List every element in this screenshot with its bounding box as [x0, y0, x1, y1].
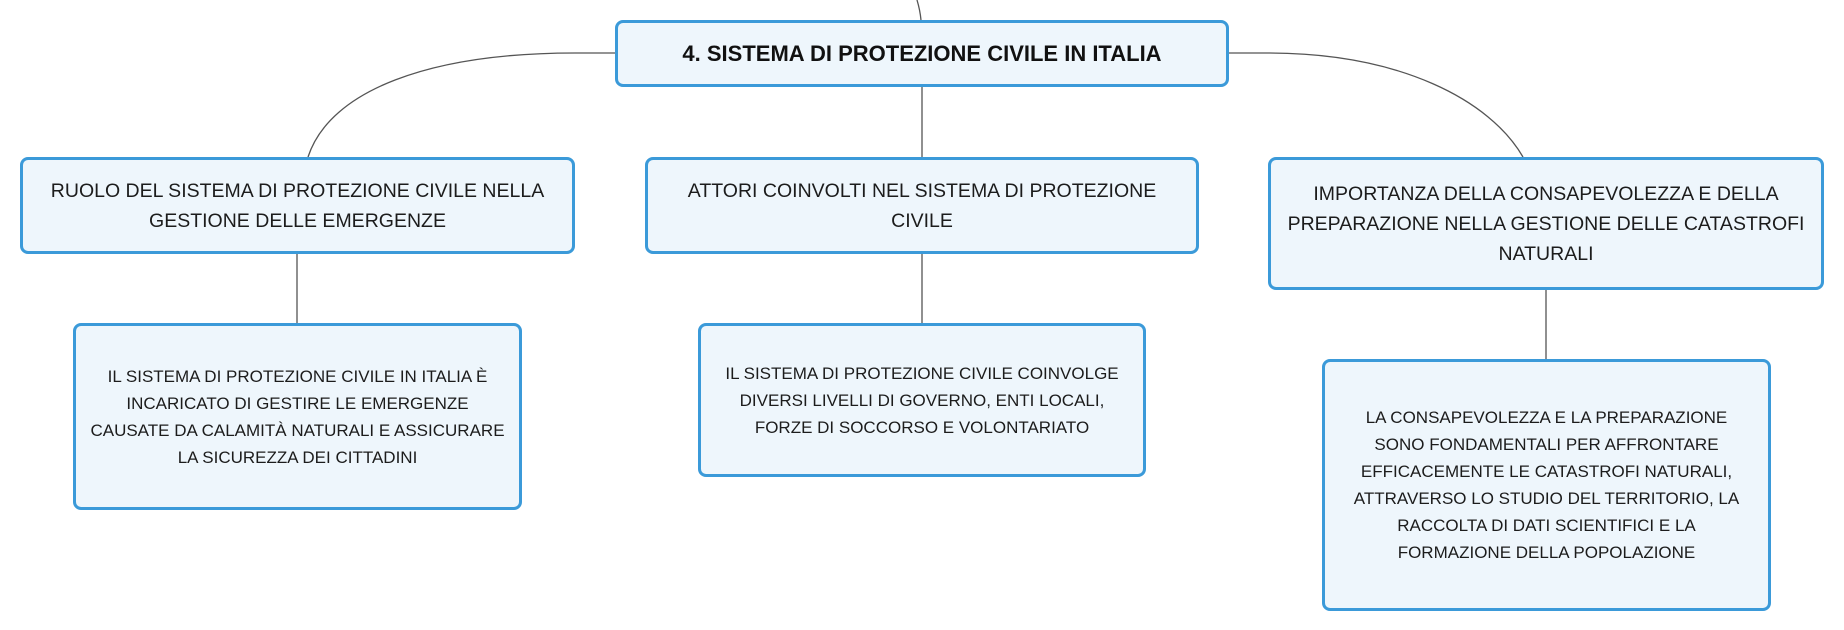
root-node[interactable]	[615, 20, 1229, 87]
root-node-label: 4. SISTEMA DI PROTEZIONE CIVILE IN ITALIA	[682, 40, 1162, 66]
detail-node-text: IL SISTEMA DI PROTEZIONE CIVILE IN ITALIA È INCARICATO DI GESTIRE LE EMERGENZE CAUSATE DA CALAMITÀ NATURALI E ASSICURARE LA SICUREZZA DEI CITTADINI	[90, 366, 505, 467]
detail-node-actors[interactable]	[698, 323, 1146, 477]
connector-root-topic-right	[1229, 53, 1523, 157]
topic-node-awareness[interactable]	[1268, 157, 1824, 290]
connector-root-topic-left	[308, 53, 615, 157]
detail-node-text: LA CONSAPEVOLEZZA E LA PREPARAZIONE SONO FONDAMENTALI PER AFFRONTARE EFFICACEMENTE LE CATASTROFI NATURALI, ATTRAVERSO LO STUDIO DEL TERRITORIO, LA RACCOLTA DI DATI SCIENTIFICI E LA FORMAZIONE DELLA POPOLAZIONE	[1353, 408, 1740, 562]
detail-node-role[interactable]	[73, 323, 522, 510]
topic-node-actors[interactable]	[645, 157, 1199, 254]
topic-node-label: RUOLO DEL SISTEMA DI PROTEZIONE CIVILE NELLA GESTIONE DELLE EMERGENZE	[50, 179, 545, 232]
topic-node-role[interactable]	[20, 157, 575, 254]
topic-node-label: ATTORI COINVOLTI NEL SISTEMA DI PROTEZIONE CIVILE	[687, 179, 1157, 232]
topic-node-label: IMPORTANZA DELLA CONSAPEVOLEZZA E DELLA PREPARAZIONE NELLA GESTIONE DELLE CATASTROFI NATURALI	[1287, 182, 1805, 265]
detail-node-text: IL SISTEMA DI PROTEZIONE CIVILE COINVOLGE DIVERSI LIVELLI DI GOVERNO, ENTI LOCALI, FORZE DI SOCCORSO E VOLONTARIATO	[725, 363, 1119, 437]
connector-parent-root	[917, 0, 921, 20]
detail-node-awareness[interactable]	[1322, 359, 1771, 611]
